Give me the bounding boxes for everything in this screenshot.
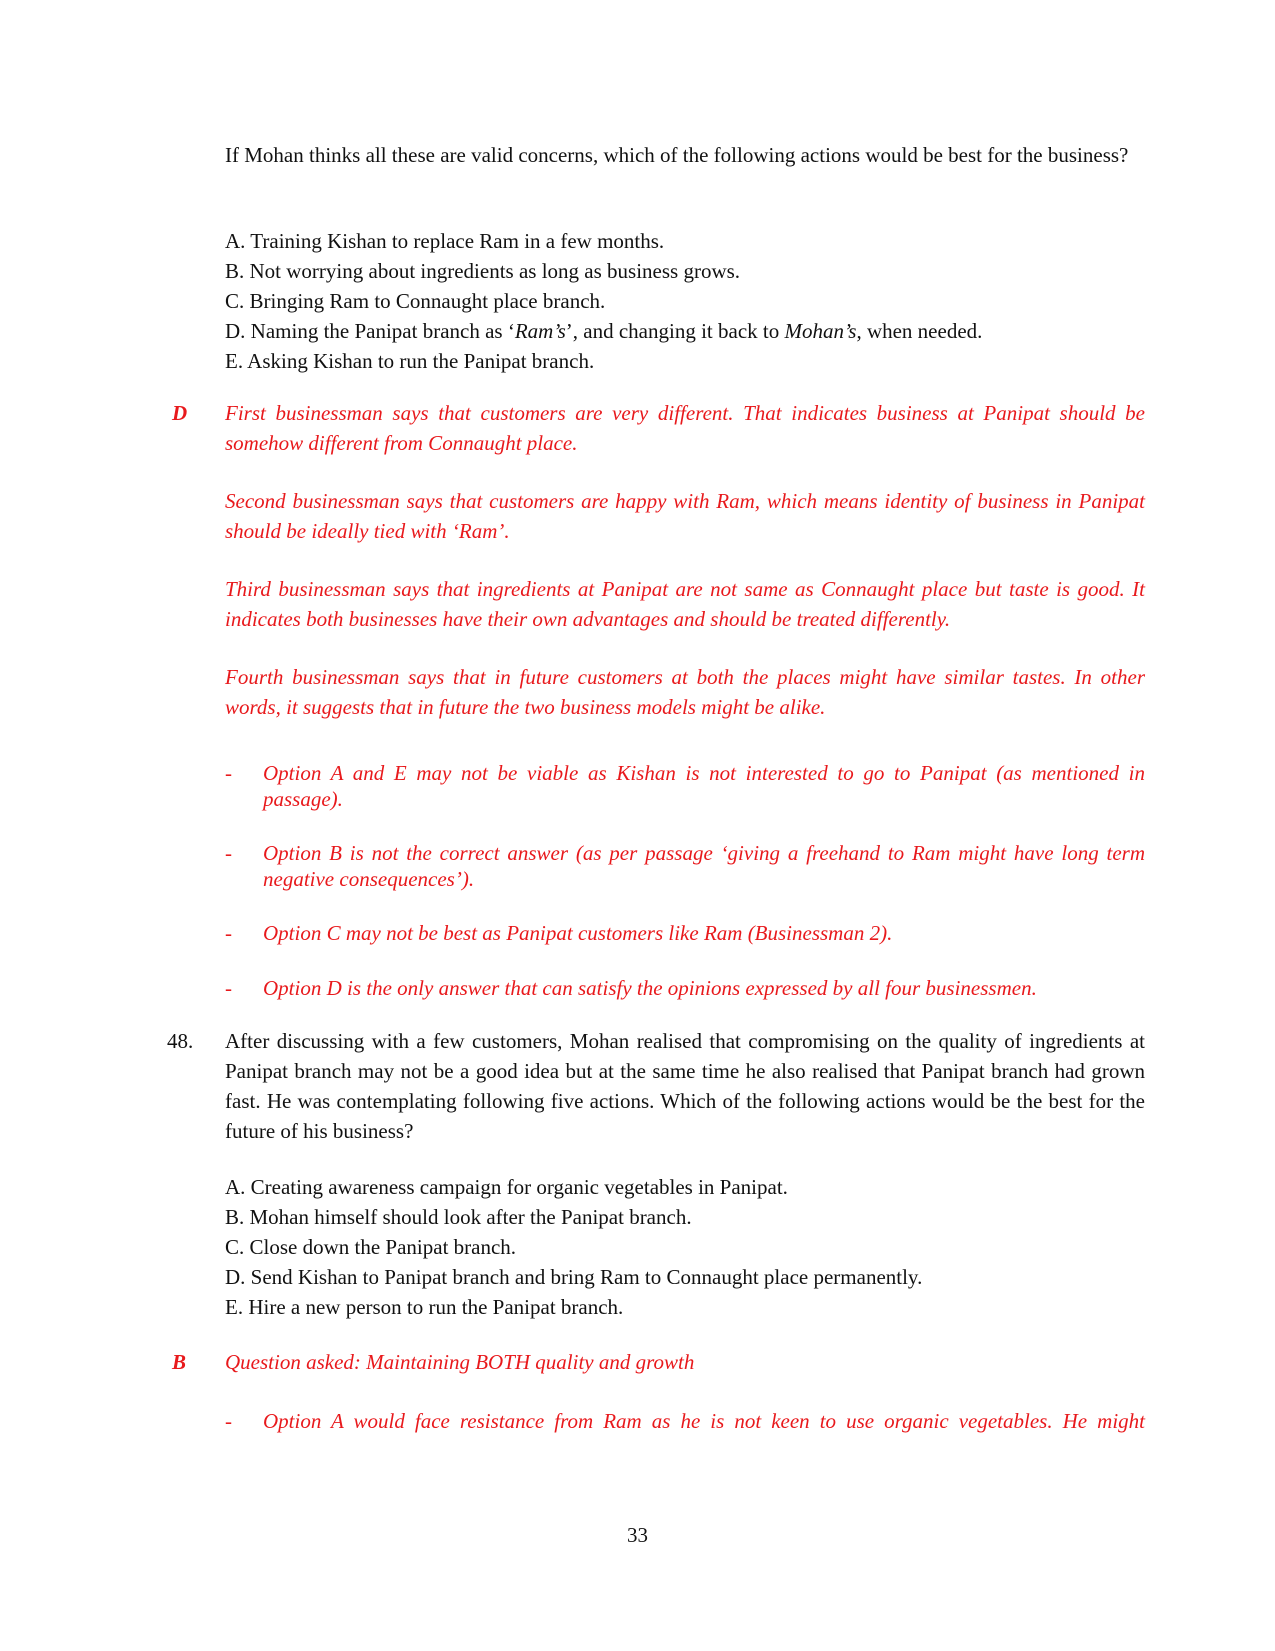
q47-option-e: E. Asking Kishan to run the Panipat branch. <box>225 349 595 373</box>
q48-option-d: D. Send Kishan to Panipat branch and bring Ram to Connaught place permanently. <box>225 1265 923 1289</box>
q47-bullet-3 <box>225 920 1145 946</box>
q47-bullet-text-1: Option A and E may not be viable as Kishan is not interested to go to Panipat (as mentioned in passage). <box>263 761 1145 811</box>
bullet-dash: - <box>225 921 232 945</box>
q47-options <box>225 226 1145 376</box>
q47-bullet-1 <box>225 760 1145 812</box>
bullet-dash: - <box>225 976 232 1000</box>
q47-explanation-2: Second businessman says that customers are happy with Ram, which means identity of business in Panipat should be ideally tied with ‘Ram’. <box>225 489 1145 543</box>
q47-explanation-3: Third businessman says that ingredients at Panipat are not same as Connaught place but taste is good. It indicates both businesses have their own advantages and should be treated differently. <box>225 577 1145 631</box>
page-number: 33 <box>627 1523 648 1547</box>
q47-bullet-4 <box>225 975 1145 1001</box>
q48-option-c: C. Close down the Panipat branch. <box>225 1235 517 1259</box>
q47-option-a: A. Training Kishan to replace Ram in a few months. <box>225 229 665 253</box>
q48-question-asked: Question asked: Maintaining BOTH quality and growth <box>225 1350 695 1374</box>
q48-option-a: A. Creating awareness campaign for organic vegetables in Panipat. <box>225 1175 788 1199</box>
q48-option-b: B. Mohan himself should look after the Panipat branch. <box>225 1205 692 1229</box>
q47-option-b: B. Not worrying about ingredients as long as business grows. <box>225 259 741 283</box>
q47-prompt: If Mohan thinks all these are valid concerns, which of the following actions would be best for the business? <box>225 143 1129 167</box>
bullet-dash: - <box>225 1409 232 1433</box>
q47-option-d-post: , when needed. <box>856 319 983 343</box>
q47-option-c: C. Bringing Ram to Connaught place branch. <box>225 289 606 313</box>
q47-option-d-italic-2: Mohan’s <box>784 319 857 343</box>
q48-bullet-1 <box>225 1408 1145 1434</box>
q47-bullet-text-2: Option B is not the correct answer (as per passage ‘giving a freehand to Ram might have long term negative consequences’). <box>263 841 1145 891</box>
q48-answer-letter: B <box>172 1350 187 1374</box>
q47-option-d-italic-1: Ram’s <box>514 319 566 343</box>
q48-prompt: After discussing with a few customers, Mohan realised that compromising on the quality of ingredients at Panipat branch may not be a good idea but at the same time he also realised that Panipat branch had grown fast. He was contemplating following five actions. Which of the following actions would be the best for the future of his business? <box>225 1029 1145 1143</box>
q47-option-d-mid: ’, and changing it back to <box>565 319 785 343</box>
q48-options <box>225 1172 1145 1322</box>
bullet-dash: - <box>225 841 232 865</box>
q47-answer-letter: D <box>172 401 188 425</box>
q47-option-d-pre: D. Naming the Panipat branch as ‘ <box>225 319 515 343</box>
bullet-dash: - <box>225 761 232 785</box>
q47-bullet-2 <box>225 840 1145 892</box>
q47-explanation-1: First businessman says that customers are very different. That indicates business at Panipat should be somehow different from Connaught place. <box>225 401 1145 455</box>
q47-bullet-text-3: Option C may not be best as Panipat customers like Ram (Businessman 2). <box>263 921 893 945</box>
q48-bullet-text-1: Option A would face resistance from Ram as he is not keen to use organic vegetables. He might <box>263 1409 1145 1433</box>
q47-bullet-text-4: Option D is the only answer that can satisfy the opinions expressed by all four businessmen. <box>263 976 1037 1000</box>
q48-number: 48. <box>167 1029 194 1053</box>
q48-option-e: E. Hire a new person to run the Panipat branch. <box>225 1295 624 1319</box>
q47-option-d <box>225 316 1145 346</box>
q47-explanation-4: Fourth businessman says that in future customers at both the places might have similar tastes. In other words, it suggests that in future the two business models might be alike. <box>225 665 1145 719</box>
